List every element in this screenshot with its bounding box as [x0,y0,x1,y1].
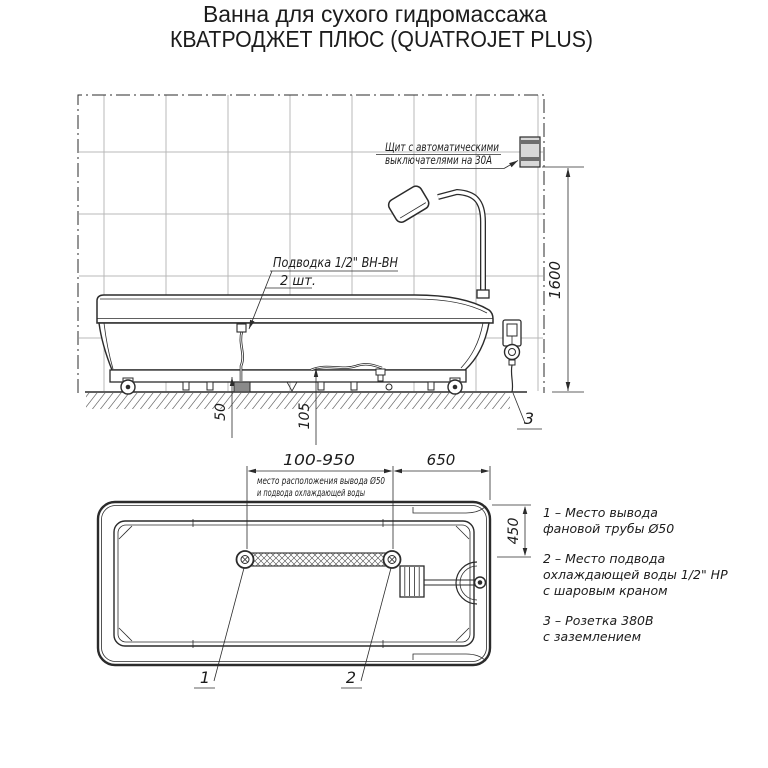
socket-ref-callout [513,393,542,429]
lamp-symbol [386,184,489,298]
title-line-1: Ванна для сухого гидромассажа [203,1,548,27]
bathtub-side-view [97,295,493,394]
dimension-650 [394,451,491,500]
elevation-view [78,95,584,445]
zone-note-line-2: и подвода охлаждающей воды [257,488,366,499]
title-line-2: КВАТРОДЖЕТ ПЛЮС (QUATROJET PLUS) [170,26,593,52]
ref-1-label: 1 [199,668,211,687]
dim-650-label: 650 [426,451,456,469]
dim-1600-label: 1600 [546,260,564,300]
flexible-hose [237,551,401,568]
drain-outlet-fitting [237,551,254,568]
caster-wheel-left [121,378,135,394]
dim-450-label: 450 [506,517,522,545]
ref-2-label: 2 [345,668,357,687]
supply-note-line-2: 2 шт. [280,274,317,289]
electrical-panel-symbol [520,137,540,167]
socket-symbol [503,320,521,392]
bathtub-plan-view [98,502,490,665]
supply-note-line-1: Подводка 1/2" ВН-ВН [273,256,399,271]
panel-note-line-2: выключателями на 30А [385,153,493,167]
dimension-450 [492,505,531,557]
dim-100-950-label: 100-950 [283,451,355,469]
plan-view [98,451,531,688]
legend-item-3-line-1: 3 – Розетка 380В [543,613,654,628]
caster-wheel-right [448,378,462,394]
legend-item-1-line-2: фановой трубы Ø50 [543,521,675,536]
panel-callout [376,140,518,169]
legend-item-2-line-2: охлаждающей воды 1/2" НР [543,567,728,582]
panel-note-line-1: Щит с автоматическими [385,140,500,154]
drawing-title [170,1,593,52]
legend-item-2-line-1: 2 – Место подвода [543,551,666,566]
dim-105-label: 105 [297,402,313,430]
dim-50-label: 50 [213,403,229,421]
legend-item-3-line-2: с заземлением [543,629,642,644]
legend-item-1-line-1: 1 – Место вывода [543,505,658,520]
legend [543,505,728,644]
dimension-1600 [542,167,584,392]
legend-item-2-line-3: с шаровым краном [543,583,668,598]
zone-note [257,475,435,499]
zone-note-line-1: место расположения вывода Ø50 [257,476,435,487]
water-inlet-fitting [384,551,401,568]
socket-ref-label: 3 [523,409,535,428]
